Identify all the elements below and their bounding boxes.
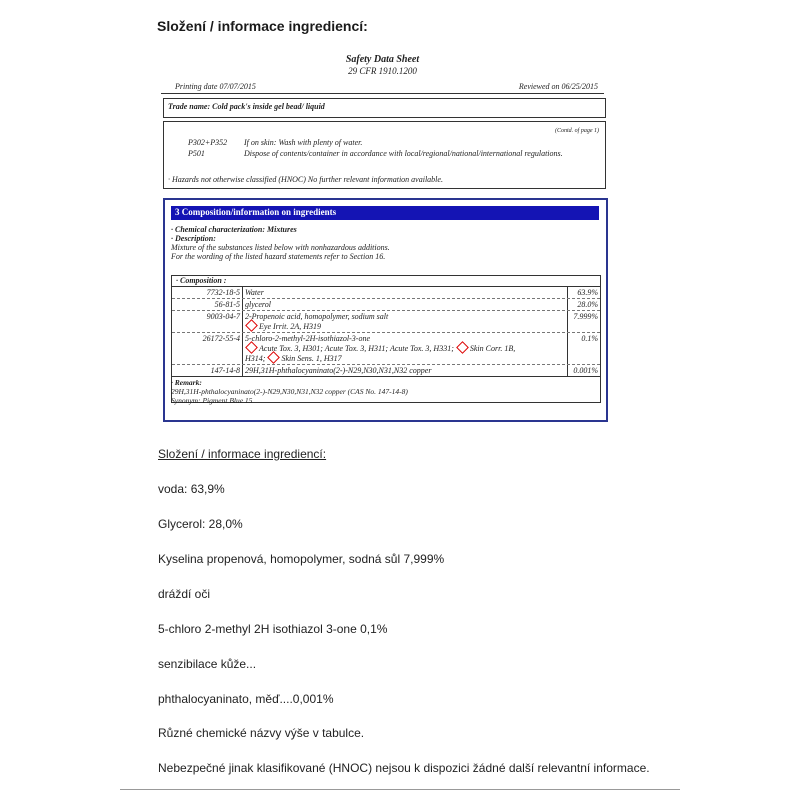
czech-line-isothiazol: 5-chloro 2-methyl 2H isothiazol 3-one 0,1% (158, 622, 388, 636)
table-row (172, 299, 600, 311)
reviewed-date: Reviewed on 06/25/2015 (518, 82, 598, 91)
sds-subtitle: 29 CFR 1910.1200 (348, 66, 417, 76)
section-header-bar (171, 206, 599, 220)
trade-name: Trade name: Cold pack's inside gel bead/ liquid (168, 102, 325, 111)
composition-label: · Composition : (176, 276, 227, 285)
precaution-text: Dispose of contents/container in accordance with local/regional/national/international regulations. (244, 149, 563, 158)
sds-image (155, 48, 610, 422)
description-line: Mixture of the substances listed below with nonhazardous additions. (171, 243, 390, 252)
ingredient-percent: 0.1% (581, 334, 598, 343)
precaution-text: If on skin: Wash with plenty of water. (244, 138, 363, 147)
printing-date: Printing date 07/07/2015 (175, 82, 256, 91)
hnoc-note: · Hazards not otherwise classified (HNOC) No further relevant information available. (168, 175, 443, 184)
description-line: For the wording of the listed hazard statements refer to Section 16. (171, 252, 386, 261)
hazard-statement: Skin Sens. 1, H317 (281, 354, 342, 363)
ingredient-name: Water (245, 288, 264, 297)
ingredient-name: 5-chloro-2-methyl-2H-isothiazol-3-one (245, 334, 371, 343)
remark-label: · Remark: (171, 378, 202, 387)
hazard-statement: Skin Corr. 1B, (469, 344, 516, 353)
composition-section (163, 198, 608, 422)
cas-number: 56-81-5 (214, 300, 240, 309)
trade-name-box (163, 98, 606, 118)
remark-line: 29H,31H-phthalocyaninato(2-)-N29,N30,N31,N32 copper (CAS No. 147-14-8) (171, 387, 408, 396)
chemical-characterization: · Chemical characterization: Mixtures (171, 225, 297, 234)
bottom-divider (120, 789, 680, 790)
czech-line-polymer: Kyselina propenová, homopolymer, sodná sůl 7,999% (158, 552, 445, 566)
description-label: · Description: (171, 234, 216, 243)
cas-number: 26172-55-4 (202, 334, 240, 343)
czech-line-eye-irritation: dráždí oči (158, 587, 211, 601)
sds-title: Safety Data Sheet (345, 54, 420, 65)
ingredient-percent: 7.999% (573, 312, 598, 321)
cas-number: 147-14-8 (210, 366, 240, 375)
ingredient-percent: 63.9% (577, 288, 598, 297)
ingredient-name: glycerol (245, 300, 271, 309)
precaution-code: P501 (188, 149, 205, 158)
cas-number: 7732-18-5 (206, 288, 240, 297)
cas-number: 9003-04-7 (206, 312, 240, 321)
precautions-box (163, 121, 606, 189)
composition-header (172, 276, 600, 287)
ghs-skull-icon (245, 341, 258, 354)
czech-line-hnoc: Nebezpečné jinak klasifikované (HNOC) nejsou k dispozici žádné další relevantní informace. (158, 761, 650, 775)
divider (161, 93, 604, 94)
ingredient-name: 2-Propenoic acid, homopolymer, sodium salt (245, 312, 389, 321)
ghs-corrosion-icon (456, 341, 469, 354)
czech-line-water: voda: 63,9% (158, 482, 225, 496)
czech-line-copper: phthalocyaninato, měď....0,001% (158, 692, 334, 706)
czech-line-table-note: Různé chemické názvy výše v tabulce. (158, 726, 365, 740)
czech-line-glycerol: Glycerol: 28,0% (158, 517, 243, 531)
table-row (172, 287, 600, 299)
remark-line: Synonym: Pigment Blue 15 (171, 396, 253, 405)
page-heading: Složení / informace ingrediencí: (157, 18, 368, 34)
table-row (172, 311, 600, 333)
czech-line-skin-sensitization: senzibilace kůže... (158, 657, 257, 671)
ghs-exclamation-icon (268, 351, 281, 364)
ingredient-name: 29H,31H-phthalocyaninato(2-)-N29,N30,N31,N32 copper (245, 366, 432, 375)
hazard-statement: Acute Tox. 3, H301; Acute Tox. 3, H311; Acute Tox. 3, H331; (259, 344, 454, 353)
czech-heading: Složení / informace ingrediencí: (158, 447, 327, 461)
remark-block (171, 378, 408, 405)
section-title: 3 Composition/information on ingredients (175, 207, 337, 217)
ingredient-percent: 0.001% (573, 366, 598, 375)
hazard-statement: H314; (245, 354, 266, 363)
ghs-exclamation-icon (245, 319, 258, 332)
hazard-statement: Eye Irrit. 2A, H319 (259, 322, 321, 331)
ingredient-cell (245, 334, 565, 363)
ingredient-percent: 28.0% (577, 300, 598, 309)
table-row (172, 365, 600, 377)
table-row (172, 333, 600, 365)
ingredient-cell (245, 312, 565, 331)
precaution-code: P302+P352 (188, 138, 228, 147)
contd-note: (Contd. of page 1) (555, 128, 599, 134)
